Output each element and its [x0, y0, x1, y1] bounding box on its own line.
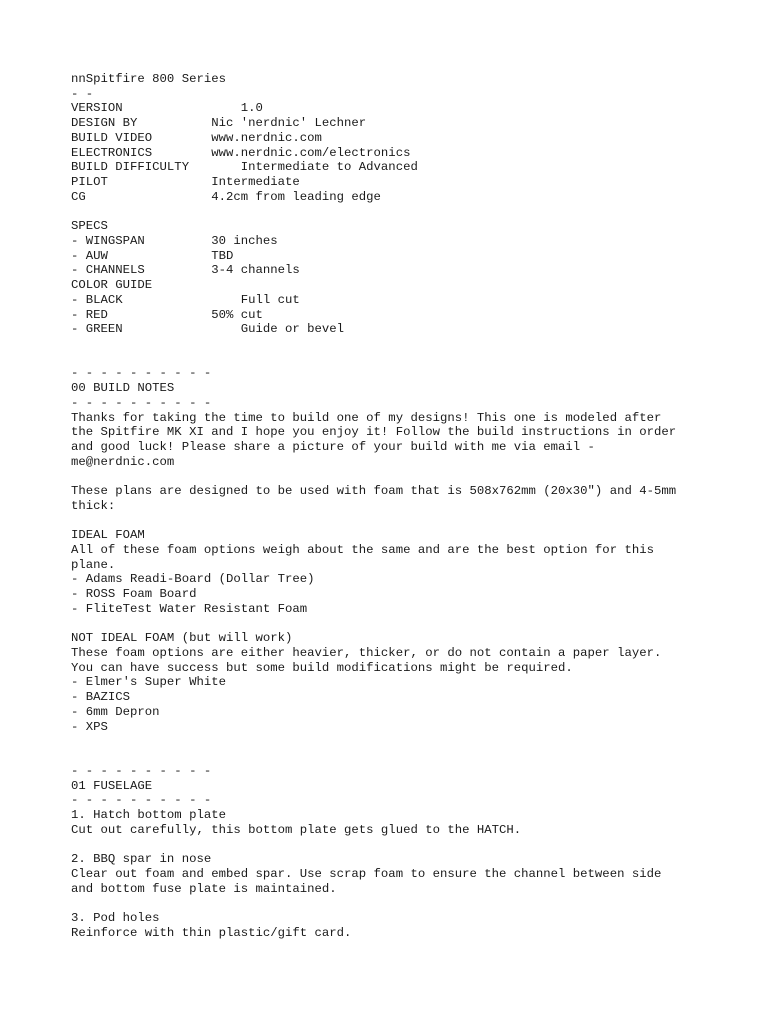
text-line: and good luck! Please share a picture of your build with me via email -: [71, 439, 595, 454]
list-item: - Elmer's Super White: [71, 675, 226, 690]
text-line: BUILD DIFFICULTY Intermediate to Advanced: [71, 160, 418, 175]
list-item: - Adams Readi-Board (Dollar Tree): [71, 572, 315, 587]
blank-line: [71, 469, 711, 484]
blank-line: [71, 204, 711, 219]
text-line: VERSION 1.0: [71, 101, 263, 116]
text-line: Cut out carefully, this bottom plate gets glued to the HATCH.: [71, 822, 522, 837]
section-heading: 00 BUILD NOTES: [71, 381, 175, 396]
list-item: - RED 50% cut: [71, 307, 263, 322]
text-line: IDEAL FOAM: [71, 528, 145, 543]
list-item: - BLACK Full cut: [71, 292, 300, 307]
text-line: BUILD VIDEO www.nerdnic.com: [71, 130, 322, 145]
step-heading: 3. Pod holes: [71, 910, 160, 925]
section-divider: - - - - - - - - - -: [71, 395, 212, 410]
section-divider: - - - - - - - - - -: [71, 763, 212, 778]
blank-line: [71, 837, 711, 852]
text-line: ELECTRONICS www.nerdnic.com/electronics: [71, 145, 411, 160]
list-item: - XPS: [71, 719, 108, 734]
step-heading: 1. Hatch bottom plate: [71, 807, 226, 822]
section-divider: - - - - - - - - - -: [71, 366, 212, 381]
text-line: SPECS: [71, 219, 108, 234]
blank-line: [71, 352, 711, 367]
blank-line: [71, 896, 711, 911]
blank-line: [71, 514, 711, 529]
text-line: DESIGN BY Nic 'nerdnic' Lechner: [71, 116, 367, 131]
plain-text-document: [71, 72, 711, 940]
text-line: the Spitfire MK XI and I hope you enjoy it! Follow the build instructions in order: [71, 425, 677, 440]
text-line: You can have success but some build modifications might be required.: [71, 660, 573, 675]
section-divider: - - - - - - - - - -: [71, 793, 212, 808]
list-item: - -: [71, 86, 94, 101]
blank-line: [71, 734, 711, 749]
text-line: COLOR GUIDE: [71, 278, 153, 293]
list-item: - WINGSPAN 30 inches: [71, 233, 278, 248]
blank-line: [71, 617, 711, 632]
blank-line: [71, 749, 711, 764]
step-heading: 2. BBQ spar in nose: [71, 852, 212, 867]
list-item: - FliteTest Water Resistant Foam: [71, 601, 308, 616]
list-item: - BAZICS: [71, 690, 131, 705]
text-line: Reinforce with thin plastic/gift card.: [71, 925, 352, 940]
text-line: Thanks for taking the time to build one of my designs! This one is modeled after: [71, 410, 662, 425]
text-line: PILOT Intermediate: [71, 175, 300, 190]
text-line: NOT IDEAL FOAM (but will work): [71, 631, 293, 646]
list-item: - GREEN Guide or bevel: [71, 322, 345, 337]
text-line: CG 4.2cm from leading edge: [71, 189, 381, 204]
text-line: These plans are designed to be used with foam that is 508x762mm (20x30") and 4-5mm: [71, 484, 677, 499]
text-line: plane.: [71, 557, 116, 572]
text-line: thick:: [71, 498, 116, 513]
list-item: - CHANNELS 3-4 channels: [71, 263, 300, 278]
text-line: All of these foam options weigh about the same and are the best option for this: [71, 543, 654, 557]
list-item: - 6mm Depron: [71, 704, 160, 719]
text-line: Clear out foam and embed spar. Use scrap foam to ensure the channel between side: [71, 866, 662, 881]
text-line: These foam options are either heavier, thicker, or do not contain a paper layer.: [71, 646, 662, 661]
list-item: - ROSS Foam Board: [71, 587, 197, 602]
section-heading: 01 FUSELAGE: [71, 778, 153, 793]
text-line: nnSpitfire 800 Series: [71, 72, 226, 86]
text-line: and bottom fuse plate is maintained.: [71, 881, 337, 896]
blank-line: [71, 337, 711, 352]
list-item: - AUW TBD: [71, 248, 234, 263]
text-line: me@nerdnic.com: [71, 454, 175, 469]
